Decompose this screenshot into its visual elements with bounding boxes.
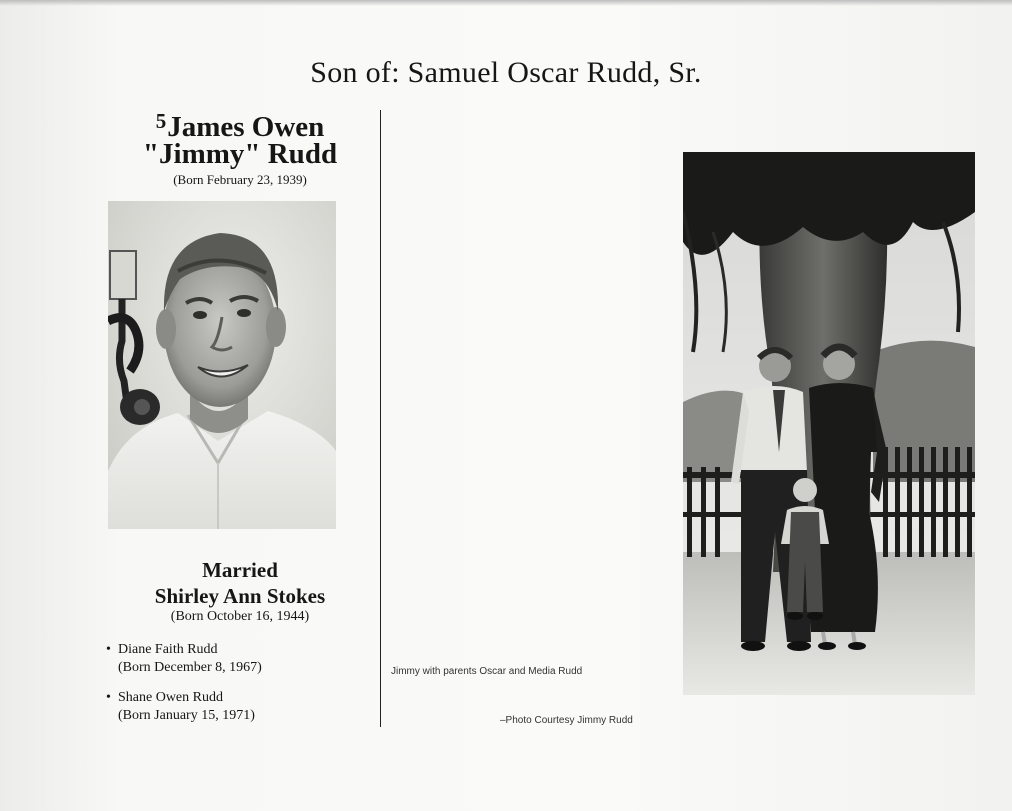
spouse-birth-date: (Born October 16, 1944)	[170, 609, 310, 624]
scan-top-edge	[0, 0, 1012, 6]
page-title: Son of: Samuel Oscar Rudd, Sr.	[310, 56, 702, 89]
spouse-name: Shirley Ann Stokes	[154, 584, 326, 608]
photo-caption: Jimmy with parents Oscar and Media Rudd	[391, 666, 583, 677]
photo-credit: –Photo Courtesy Jimmy Rudd	[500, 715, 633, 726]
subject-birth-date: (Born February 23, 1939)	[173, 172, 307, 187]
portrait-photo	[108, 201, 336, 529]
bullet-icon: •	[106, 690, 111, 705]
column-divider	[380, 110, 381, 727]
generation-number: 5	[155, 109, 167, 133]
list-item	[106, 641, 262, 677]
list-item	[106, 689, 255, 725]
subject-name-first: James Owen	[167, 111, 325, 143]
child-name: Shane Owen Rudd	[118, 690, 223, 705]
family-photo	[683, 152, 975, 695]
child-birth-date: (Born December 8, 1967)	[118, 660, 262, 675]
married-heading: Married	[202, 558, 278, 582]
child-birth-date: (Born January 15, 1971)	[118, 708, 255, 723]
subject-name-line2: "Jimmy" Rudd	[142, 138, 338, 170]
child-name: Diane Faith Rudd	[118, 642, 218, 657]
bullet-icon: •	[106, 642, 111, 657]
